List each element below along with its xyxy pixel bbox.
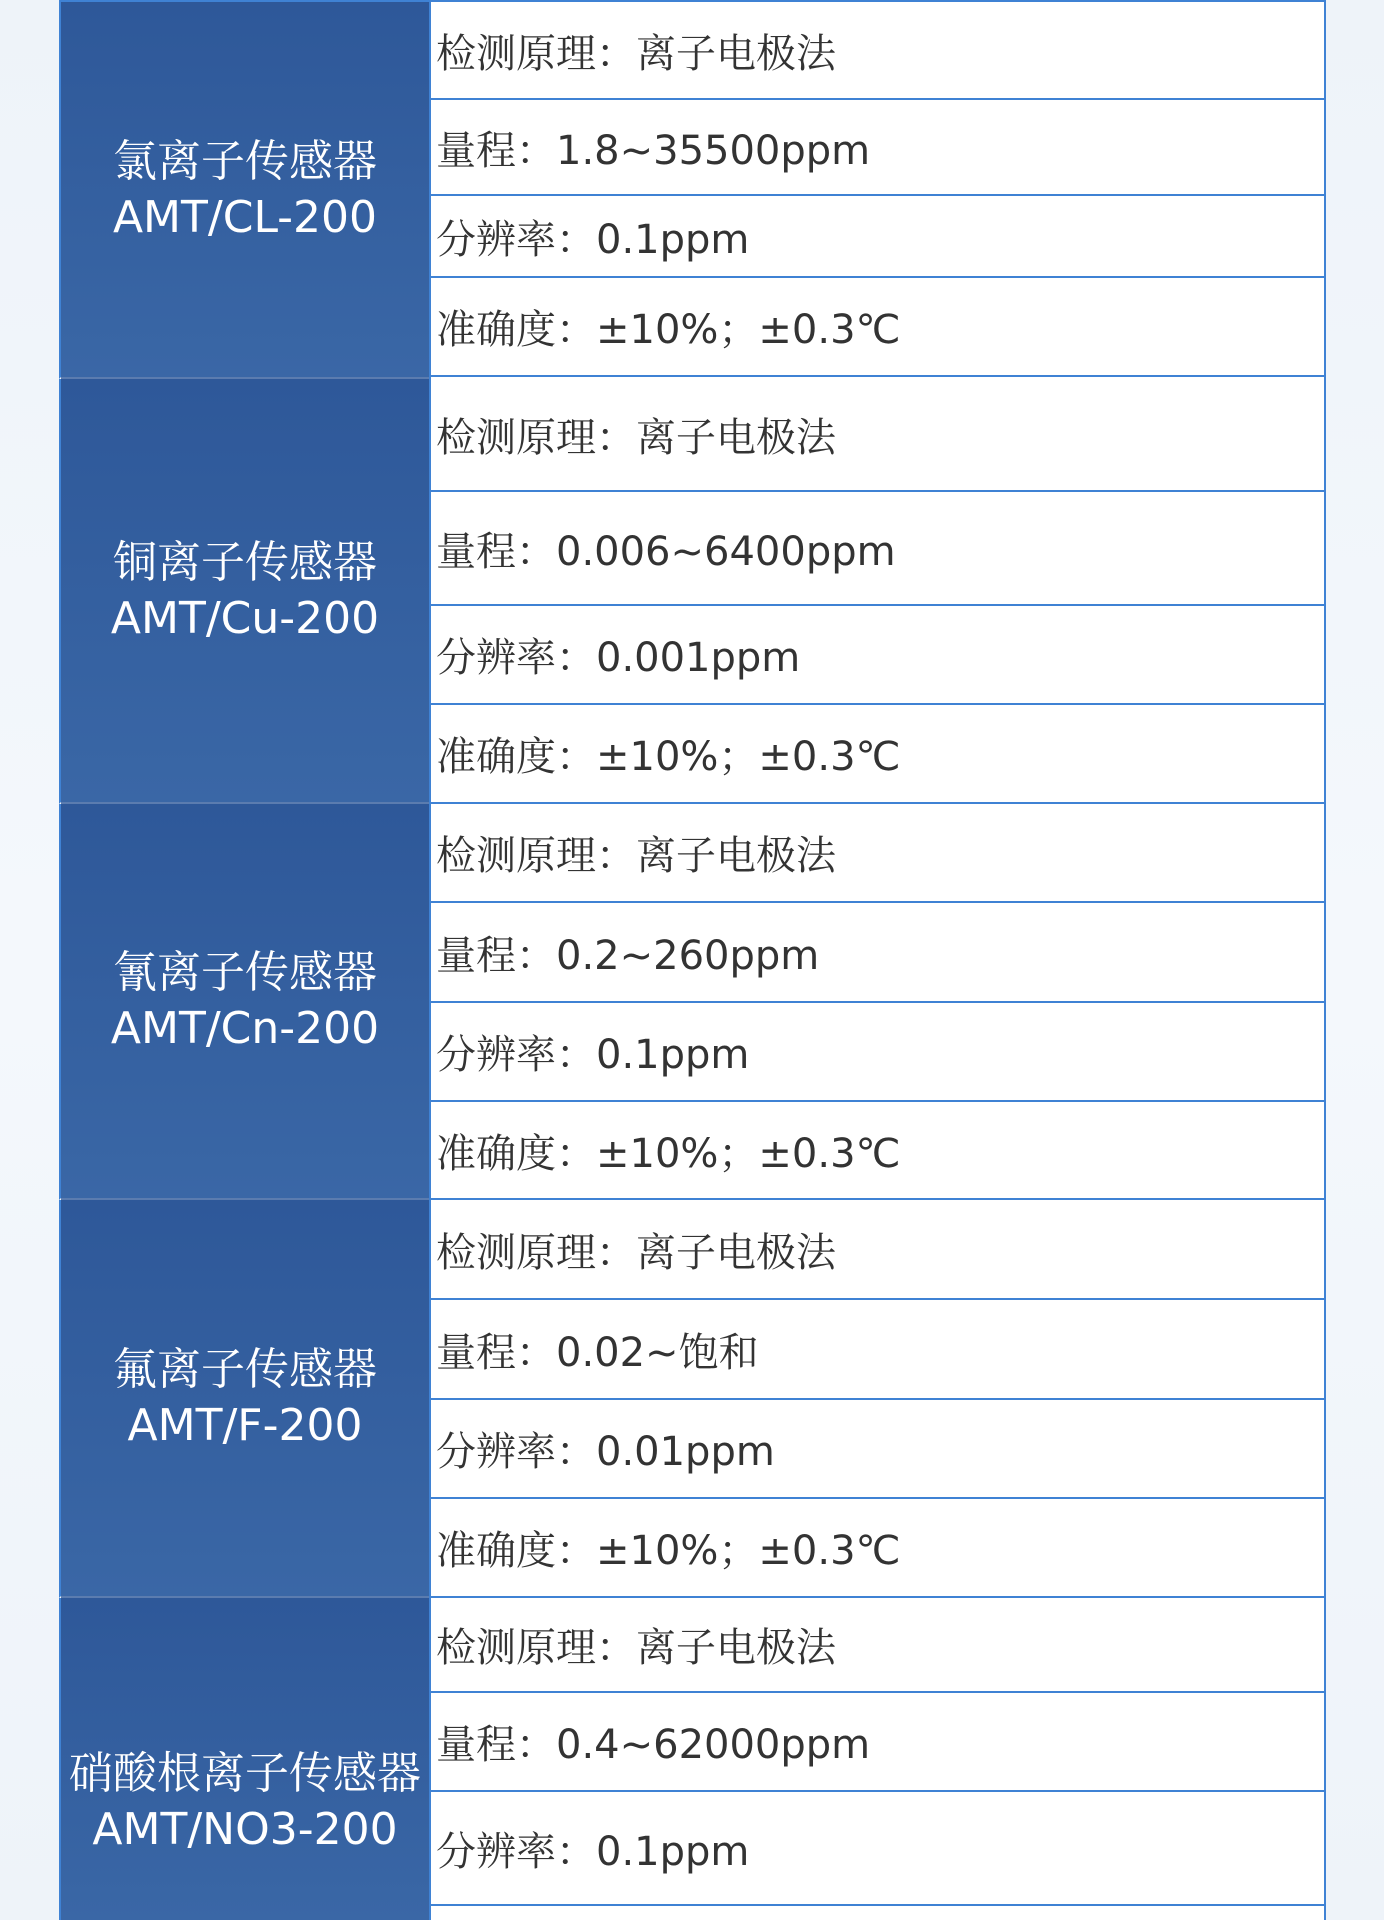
spec-accuracy: 准确度：±10%；±0.3℃ [431,705,1324,804]
spec-range: 量程：0.4~62000ppm [431,1693,1324,1792]
sensor-name: 铜离子传感器 [113,536,377,588]
spec-accuracy: 准确度：±10%；±0.3℃ [431,1499,1324,1598]
spec-resolution: 分辨率：0.1ppm [431,1003,1324,1102]
sensor-name: 氰离子传感器 [113,947,377,998]
sensor-model: AMT/CL-200 [112,191,378,243]
sensor-group [59,1200,1326,1598]
spec-accuracy: 准确度：±10%；±0.3℃ [431,278,1324,377]
spec-resolution: 分辨率：0.1ppm [431,196,1324,278]
spec-list [429,1598,1326,1920]
sensor-name-cell [59,2,429,379]
spec-range: 量程：0.006~6400ppm [431,492,1324,606]
sensor-name-cell [59,804,429,1200]
spec-principle: 检测原理：离子电极法 [431,1598,1324,1693]
spec-principle: 检测原理：离子电极法 [431,1200,1324,1300]
sensor-name-cell [59,379,429,804]
sensor-name-cell [59,1200,429,1598]
sensor-group [59,1598,1326,1920]
spec-range: 量程：0.02~饱和 [431,1300,1324,1400]
spec-table [59,0,1326,1920]
spec-cell-empty [431,1906,1324,1920]
spec-resolution: 分辨率：0.1ppm [431,1792,1324,1906]
sensor-name: 氯离子传感器 [113,135,377,187]
spec-principle: 检测原理：离子电极法 [431,379,1324,492]
spec-resolution: 分辨率：0.01ppm [431,1400,1324,1499]
spec-accuracy: 准确度：±10%；±0.3℃ [431,1102,1324,1200]
sensor-group [59,804,1326,1200]
spec-resolution: 分辨率：0.001ppm [431,606,1324,705]
spec-principle: 检测原理：离子电极法 [431,804,1324,903]
spec-list [429,2,1326,379]
spec-list [429,1200,1326,1598]
spec-list [429,379,1326,804]
spec-range: 量程：1.8~35500ppm [431,100,1324,196]
sensor-model: AMT/NO3-200 [92,1804,398,1855]
sensor-model: AMT/F-200 [127,1400,363,1451]
spec-range: 量程：0.2~260ppm [431,903,1324,1003]
sensor-model: AMT/Cn-200 [110,1003,380,1054]
sensor-name: 氟离子传感器 [113,1344,377,1395]
spec-principle: 检测原理：离子电极法 [431,2,1324,100]
sensor-name: 硝酸根离子传感器 [69,1748,421,1799]
sensor-model: AMT/Cu-200 [110,592,380,644]
sensor-group [59,379,1326,804]
sensor-group [59,2,1326,379]
sensor-name-cell [59,1598,429,1920]
spec-list [429,804,1326,1200]
